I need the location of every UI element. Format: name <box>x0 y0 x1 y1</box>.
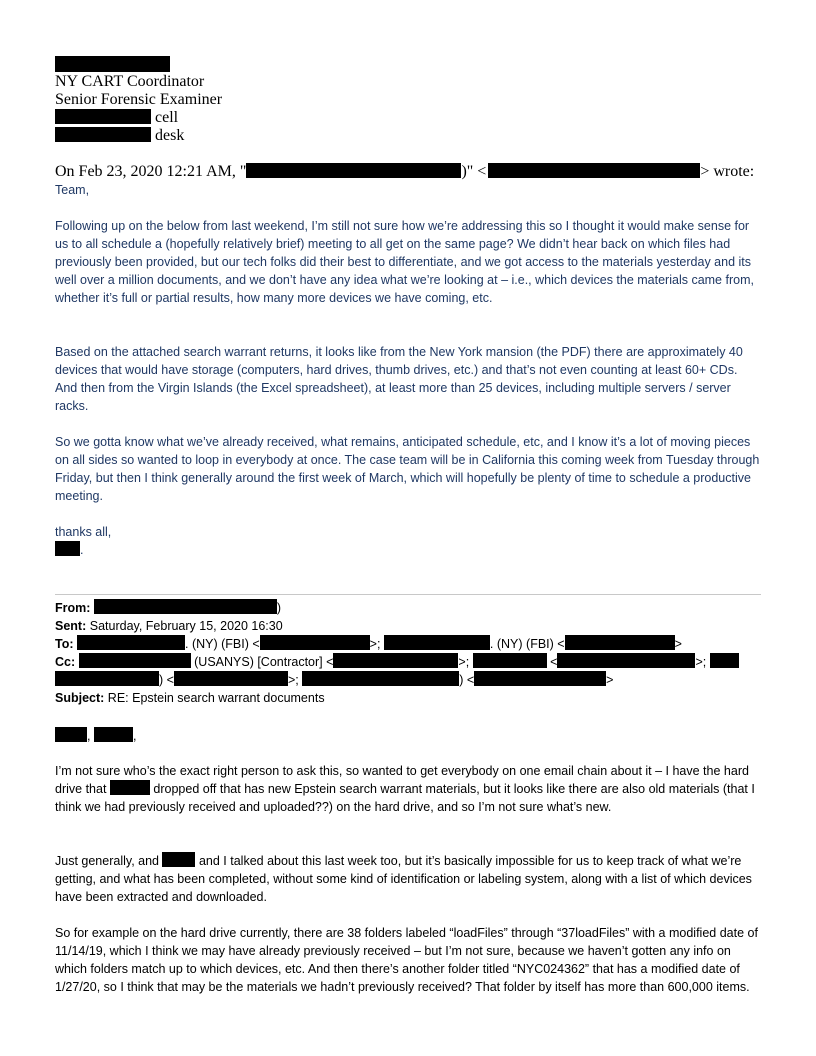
cc-part2: < <box>550 655 558 669</box>
sent-label: Sent: <box>55 619 87 633</box>
from-suffix: ) <box>276 601 282 615</box>
redacted-from <box>94 599 277 614</box>
paragraph-2: Based on the attached search warrant returns, it looks like from the New York mansion (the PDF) there are approximately 40 devices that would have storage (computers, hard drives, thumb drives, etc.) and that’s not even counting at least 60+ CDs. And then from the Virgin Islands (the Excel spreadsheet), at least more than 25 devices, including multiple servers / server racks. <box>55 345 743 413</box>
redacted-to-2 <box>384 635 490 650</box>
cc-line2-d: > <box>606 673 614 687</box>
cc-sep2: >; <box>695 655 707 669</box>
cc-line-2 <box>55 671 613 689</box>
redacted-cc-4-email <box>474 671 606 686</box>
earlier-p1-b: dropped off that has new Epstein search warrant materials, but it looks like there are also old materials (that I think we had previously received and uploaded??) on the hard drive, and so I’m not sure what’s new. <box>55 782 755 814</box>
sent-line <box>55 617 283 635</box>
greeting: Team, <box>55 183 90 197</box>
earlier-p2-a: Just generally, and <box>55 854 159 868</box>
redacted-person <box>110 780 150 795</box>
sent-value: Saturday, February 15, 2020 16:30 <box>89 619 283 633</box>
signature-title-line1: NY CART Coordinator <box>55 73 205 90</box>
to-label: To: <box>55 637 74 651</box>
to-sep: >; <box>369 637 381 651</box>
earlier-paragraph-1 <box>55 762 760 816</box>
redacted-cc-4 <box>302 671 459 686</box>
paragraph-3: So we gotta know what we’ve already received, what remains, anticipated schedule, etc, and I know it’s a lot of moving pieces on all sides so wanted to loop in everybody at once. The case team will be in California this coming week from Tuesday through Friday, but then I think generally around the first week of March, which will hopefully be plenty of time to schedule a productive meeting. <box>55 435 760 503</box>
desk-label: desk <box>155 127 185 144</box>
cc-part1: (USANYS) [Contractor] < <box>194 655 334 669</box>
earlier-p1-a: I’m not sure who’s the exact right person to ask this, so wanted to get everybody on one email chain about it – I have the hard drive that <box>55 764 749 796</box>
reply-header-suffix: > wrote: <box>700 163 755 180</box>
from-label: From: <box>55 601 91 615</box>
subject-value: RE: Epstein search warrant documents <box>107 691 325 705</box>
to-part2: . (NY) (FBI) < <box>489 637 565 651</box>
signature-desk-line <box>55 127 184 145</box>
subject-line <box>55 689 325 707</box>
redacted-phone-desk <box>55 127 151 142</box>
to-line <box>55 635 682 653</box>
paragraph-1: Following up on the below from last weekend, I’m still not sure how we’re addressing this so I thought it would make sense for us to all schedule a (hopefully relatively brief) meeting to all get on the same page? We didn’t hear back on which files had previously been provided, but our tech folks did their best to differentiate, and we got access to the materials yesterday and its well over a million documents, and we don’t have any idea what we’re looking at – i.e., which devices the materials came from, whether it’s full or partial results, how many more devices we have coming, etc. <box>55 219 754 305</box>
redacted-cc-1-email <box>333 653 458 668</box>
earlier-paragraph-2 <box>55 852 760 906</box>
redacted-recipient-2 <box>94 727 133 742</box>
cell-label: cell <box>155 109 179 126</box>
closing-signature <box>55 541 760 559</box>
cc-line-1 <box>55 653 739 671</box>
redacted-cc-2-email <box>557 653 695 668</box>
to-end: > <box>674 637 682 651</box>
redacted-phone-cell <box>55 109 151 124</box>
signature-title-line2: Senior Forensic Examiner <box>55 91 223 108</box>
redacted-cc-1 <box>79 653 191 668</box>
redacted-cc-2 <box>473 653 547 668</box>
redacted-cc-3b <box>55 671 159 686</box>
cc-line2-b: >; <box>287 673 299 687</box>
signature-cell-line <box>55 109 178 127</box>
greeting-end: , <box>132 729 137 743</box>
redacted-to-1-email <box>260 635 370 650</box>
redacted-signer <box>55 541 80 556</box>
reply-header-mid: )" < <box>461 163 487 180</box>
cc-line2-a: ) < <box>159 673 174 687</box>
redacted-name <box>55 56 170 72</box>
email-divider <box>55 594 761 595</box>
subject-label: Subject: <box>55 691 105 705</box>
earlier-paragraph-3: So for example on the hard drive currently, there are 38 folders labeled “loadFiles” through “37loadFiles” with a modified date of 11/14/19, which I think we may have already previously received – but I’m not sure, because we haven’t gotten any info on which folders match up to which devices, etc. And then there’s another folder titled “NYC024362” that has a modified date of 1/27/20, so I think that may be the materials we hadn’t previously received? That folder by itself has more than 600,000 items. <box>55 926 758 994</box>
to-part1: . (NY) (FBI) < <box>185 637 260 651</box>
closing: thanks all, <box>55 525 112 539</box>
closing-period: . <box>80 543 84 557</box>
redacted-cc-3-email <box>174 671 288 686</box>
from-line <box>55 599 281 617</box>
redacted-to-2-email <box>565 635 675 650</box>
reply-header <box>55 163 754 181</box>
cc-sep1: >; <box>458 655 470 669</box>
redacted-to-1 <box>77 635 185 650</box>
redacted-sender-name <box>246 163 461 178</box>
cc-line2-c: ) < <box>459 673 475 687</box>
earlier-p2-b: and I talked about this last week too, but it’s basically impossible for us to keep track of what we’re getting, and what has been completed, without some kind of identification or labeling system, along with a list of which devices have been extracted and downloaded. <box>55 854 752 904</box>
cc-label: Cc: <box>55 655 76 669</box>
greeting-sep: , <box>87 729 91 743</box>
redacted-person-2 <box>162 852 195 867</box>
earlier-greeting <box>55 727 760 745</box>
redacted-recipient-1 <box>55 727 87 742</box>
redacted-cc-3 <box>710 653 739 668</box>
redacted-sender-email <box>488 163 700 178</box>
reply-header-prefix: On Feb 23, 2020 12:21 AM, " <box>55 163 247 180</box>
